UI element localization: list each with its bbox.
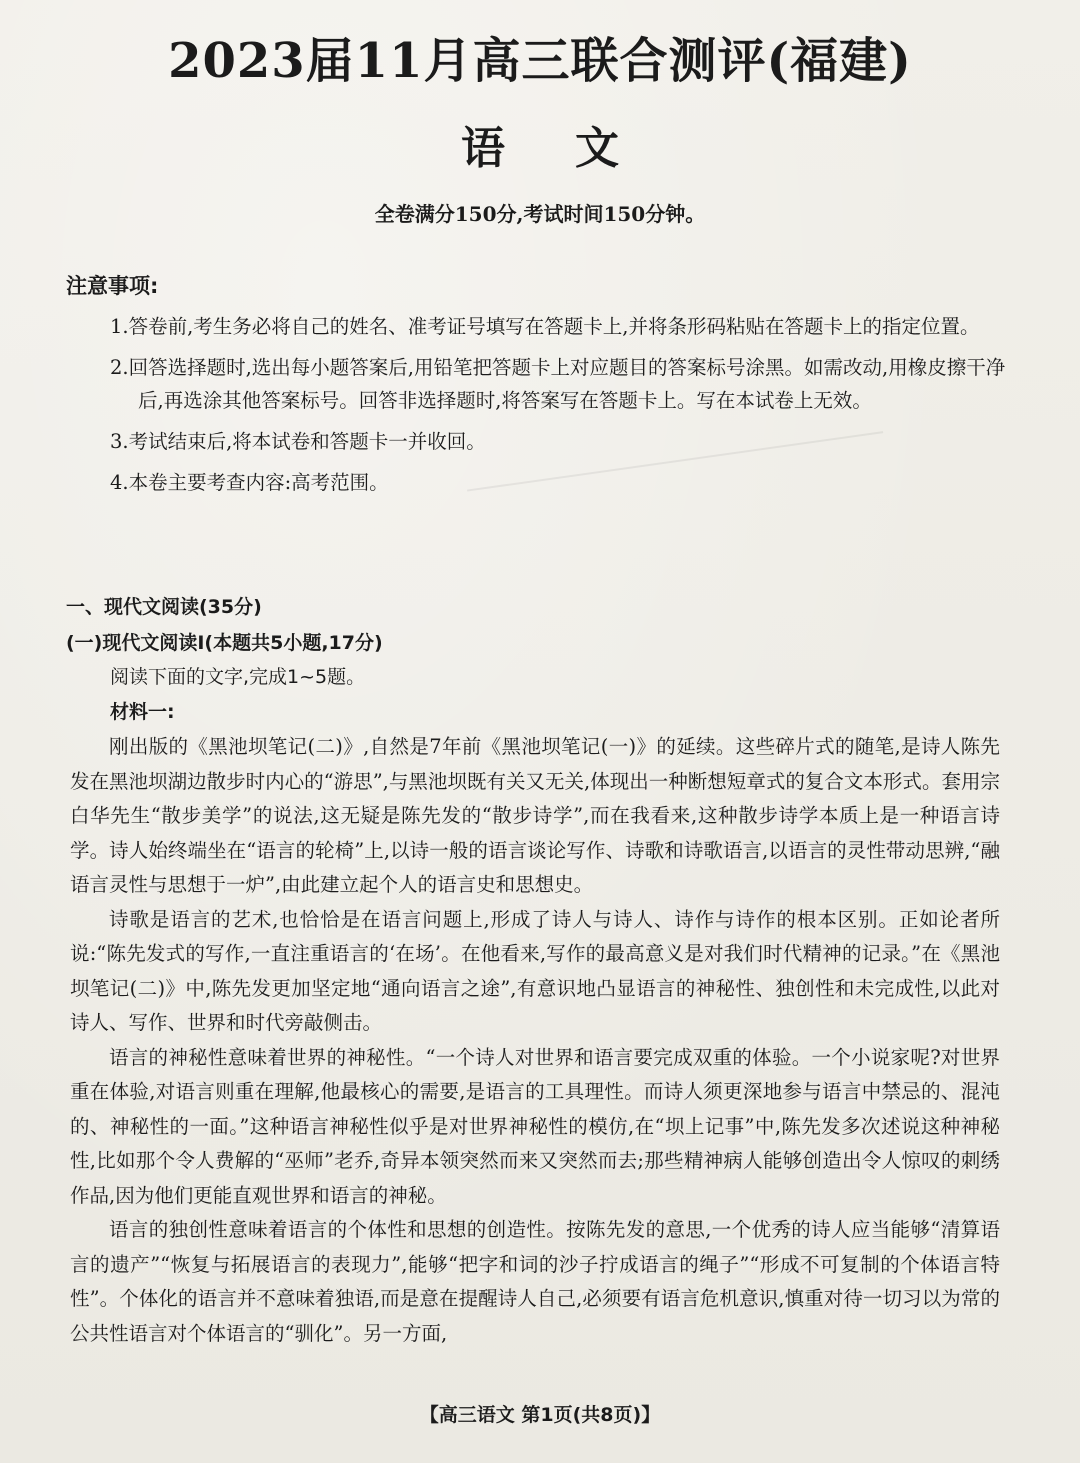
notice-item: 4.本卷主要考查内容:高考范围。: [110, 471, 389, 494]
page-footer: 【高三语文 第1页(共8页)】: [419, 1404, 661, 1426]
notice-item: 2.回答选择题时,选出每小题答案后,用铅笔把答题卡上对应题目的答案标号涂黑。如需改动,用橡皮擦干净后,再选涂其他答案标号。回答非选择题时,将答案写在答题卡上。写在本试卷上无效。: [110, 356, 1006, 412]
passage-body: [70, 730, 1000, 1351]
subject-title: 语文: [461, 123, 689, 174]
notice-heading: 注意事项:: [66, 274, 159, 298]
passage-paragraph: 诗歌是语言的艺术,也恰恰是在语言问题上,形成了诗人与诗人、诗作与诗作的根本区别。正如论者所说:“陈先发式的写作,一直注重语言的‘在场’。在他看来,写作的最高意义是对我们时代精神的记录。”在《黑池坝笔记(二)》中,陈先发更加坚定地“通向语言之途”,有意识地凸显语言的神秘性、独创性和未完成性,以此对诗人、写作、世界和时代旁敲侧击。: [70, 907, 1000, 1034]
material-label: 材料一:: [110, 701, 175, 723]
section-heading: 一、现代文阅读(35分): [66, 596, 262, 618]
passage-paragraph: 语言的神秘性意味着世界的神秘性。“一个诗人对世界和语言要完成双重的体验。一个小说家呢?对世界重在体验,对语言则重在理解,他最核心的需要,是语言的工具理性。而诗人须更深地参与语言中禁忌的、混沌的、神秘性的一面。”这种语言神秘性似乎是对世界神秘性的模仿,在“坝上记事”中,陈先发多次述说这种神秘性,比如那个令人费解的“巫师”老乔,奇异本领突然而来又突然而去;那些精神病人能够创造出令人惊叹的刺绣作品,因为他们更能直观世界和语言的神秘。: [70, 1045, 1000, 1207]
exam-title: 2023届11月高三联合测评(福建): [168, 33, 912, 89]
notice-list: [110, 310, 1010, 507]
passage-paragraph: 语言的独创性意味着语言的个体性和思想的创造性。按陈先发的意思,一个优秀的诗人应当能够“清算语言的遗产”“恢复与拓展语言的表现力”,能够“把字和词的沙子拧成语言的绳子”“形成不可复制的个体语言特性”。个体化的语言并不意味着独语,而是意在提醒诗人自己,必须要有语言危机意识,慎重对待一切习以为常的公共性语言对个体语言的“驯化”。另一方面,: [70, 1218, 1000, 1345]
sub-section-heading: (一)现代文阅读Ⅰ(本题共5小题,17分): [66, 632, 383, 654]
notice-item: 3.考试结束后,将本试卷和答题卡一并收回。: [110, 430, 486, 453]
passage-paragraph: 刚出版的《黑池坝笔记(二)》,自然是7年前《黑池坝笔记(一)》的延续。这些碎片式的随笔,是诗人陈先发在黑池坝湖边散步时内心的“游思”,与黑池坝既有关又无关,体现出一种断想短章式的复合文本形式。套用宗白华先生“散步美学”的说法,这无疑是陈先发的“散步诗学”,而在我看来,这种散步诗学本质上是一种语言诗学。诗人始终端坐在“语言的轮椅”上,以诗一般的语言谈论写作、诗歌和诗歌语言,以语言的灵性带动思辨,“融语言灵性与思想于一炉”,由此建立起个人的语言史和思想史。: [70, 735, 1000, 896]
notice-item: 1.答卷前,考生务必将自己的姓名、准考证号填写在答题卡上,并将条形码粘贴在答题卡上的指定位置。: [110, 315, 980, 338]
reading-instruction: 阅读下面的文字,完成1~5题。: [110, 666, 366, 688]
exam-info: 全卷满分150分,考试时间150分钟。: [374, 202, 706, 226]
